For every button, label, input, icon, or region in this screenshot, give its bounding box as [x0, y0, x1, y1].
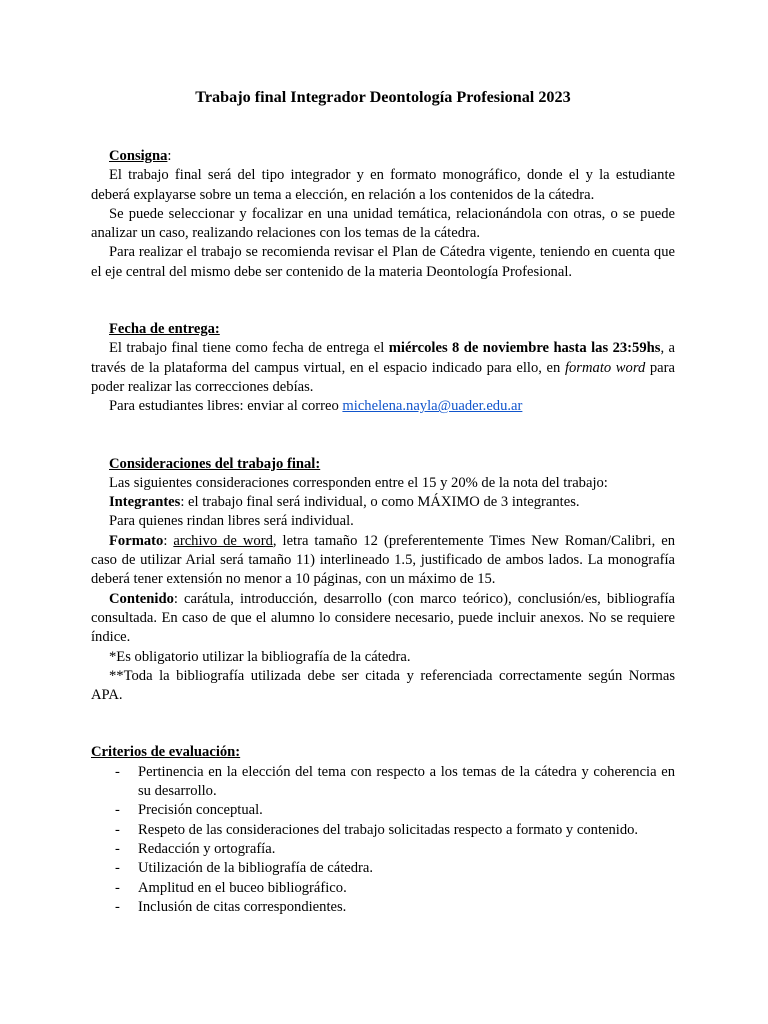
consigna-heading: Consigna	[109, 148, 168, 164]
email-link[interactable]: michelena.nayla@uader.edu.ar	[342, 398, 523, 415]
consideraciones-heading-line	[91, 455, 675, 474]
fecha-text-b: , a través de la plataforma del campus virtual, en el espacio indicado para ello, en	[91, 340, 675, 376]
consigna-paragraph-3: Para realizar el trabajo se recomienda revisar el Plan de Cátedra vigente, teniendo en cuenta que el eje central del mismo debe ser contenido de la materia Deontología Profesional.	[91, 244, 675, 280]
list-item-text: Pertinencia en la elección del tema con respecto a los temas de la cátedra y coherencia en su desarrollo.	[138, 763, 675, 800]
section-spacer	[91, 705, 675, 743]
formato-text: , letra tamaño 12 (preferentemente Times New Roman/Calibri, en caso de utilizar Arial será tamaño 11) interlineado 1.5, justificado de ambos lados. La monografía deberá tener extensión no menor a 10 páginas, con un máximo de 15.	[91, 532, 675, 588]
dash-bullet: -	[115, 821, 120, 838]
contenido-text: : carátula, introducción, desarrollo (con marco teórico), conclusión/es, bibliografía consultada. En caso de que el alumno lo considere necesario, puede incluir anexos. No se requiere índice.	[91, 590, 675, 646]
list-item-text: Respeto de las consideraciones del trabajo solicitadas respecto a formato y contenido.	[138, 821, 639, 838]
note-apa: **Toda la bibliografía utilizada debe ser citada y referenciada correctamente según Normas APA.	[91, 667, 675, 704]
dash-bullet: -	[115, 763, 120, 780]
list-item-text: Amplitud en el buceo bibliográfico.	[138, 879, 347, 896]
contenido-paragraph	[91, 590, 675, 648]
dash-bullet: -	[115, 802, 120, 819]
section-spacer	[91, 282, 675, 320]
criterios-list	[91, 763, 675, 917]
fecha-text-a: El trabajo final tiene como fecha de entrega el	[109, 340, 389, 357]
section-spacer	[91, 417, 675, 455]
integrantes-paragraph	[91, 493, 675, 512]
fecha-paragraph-2	[91, 397, 675, 416]
document-title: Trabajo final Integrador Deontología Profesional 2023	[195, 88, 571, 106]
list-item-text: Precisión conceptual.	[138, 802, 263, 819]
consigna-heading-colon: :	[167, 148, 172, 164]
fecha-format: formato word	[564, 359, 646, 376]
fecha-text-c: para poder realizar las correcciones debías.	[91, 359, 675, 395]
formato-label: Formato	[109, 532, 164, 549]
list-item	[91, 763, 675, 802]
formato-paragraph	[91, 532, 675, 590]
fecha-heading: Fecha de entrega:	[109, 321, 220, 338]
dash-bullet: -	[115, 898, 120, 915]
fecha-paragraph-1	[91, 339, 675, 397]
integrantes-label: Integrantes	[109, 494, 181, 511]
list-item-text: Redacción y ortografía.	[138, 840, 276, 857]
list-item	[91, 840, 675, 859]
dash-bullet: -	[115, 860, 120, 877]
formato-colon: :	[163, 532, 174, 549]
criterios-heading-line	[91, 743, 675, 762]
integrantes-text: : el trabajo final será individual, o como MÁXIMO de 3 integrantes.	[180, 494, 580, 511]
note-bibliografia: *Es obligatorio utilizar la bibliografía de la cátedra.	[109, 648, 411, 665]
libres-paragraph: Para quienes rindan libres será individual.	[109, 513, 354, 530]
list-item	[91, 801, 675, 820]
list-item	[91, 879, 675, 898]
dash-bullet: -	[115, 879, 120, 896]
fecha-deadline: miércoles 8 de noviembre hasta las 23:59hs	[388, 340, 661, 357]
list-item-text: Utilización de la bibliografía de cátedra.	[138, 860, 374, 877]
formato-word-link: archivo de word	[173, 532, 273, 549]
consideraciones-heading: Consideraciones del trabajo final:	[109, 455, 321, 472]
consideraciones-intro: Las siguientes consideraciones corresponden entre el 15 y 20% de la nota del trabajo:	[109, 474, 608, 491]
document-page	[91, 86, 675, 917]
fecha-libres-text: Para estudiantes libres: enviar al correo	[109, 398, 343, 415]
list-item	[91, 859, 675, 878]
consigna-paragraph-2: Se puede seleccionar y focalizar en una unidad temática, relacionándola con otras, o se puede analizar un caso, realizando relaciones con los temas de la cátedra.	[91, 205, 675, 242]
contenido-label: Contenido	[109, 590, 174, 607]
criterios-heading: Criterios de evaluación:	[91, 744, 241, 761]
consigna-heading-line	[91, 147, 675, 166]
list-item	[91, 821, 675, 840]
list-item	[91, 898, 675, 917]
fecha-heading-line	[91, 320, 675, 339]
consigna-paragraph-1: El trabajo final será del tipo integrador y en formato monográfico, donde el y la estudiante deberá explayarse sobre un tema a elección, en relación a los contenidos de la cátedra.	[91, 167, 675, 203]
list-item-text: Inclusión de citas correspondientes.	[138, 898, 347, 915]
dash-bullet: -	[115, 840, 120, 857]
